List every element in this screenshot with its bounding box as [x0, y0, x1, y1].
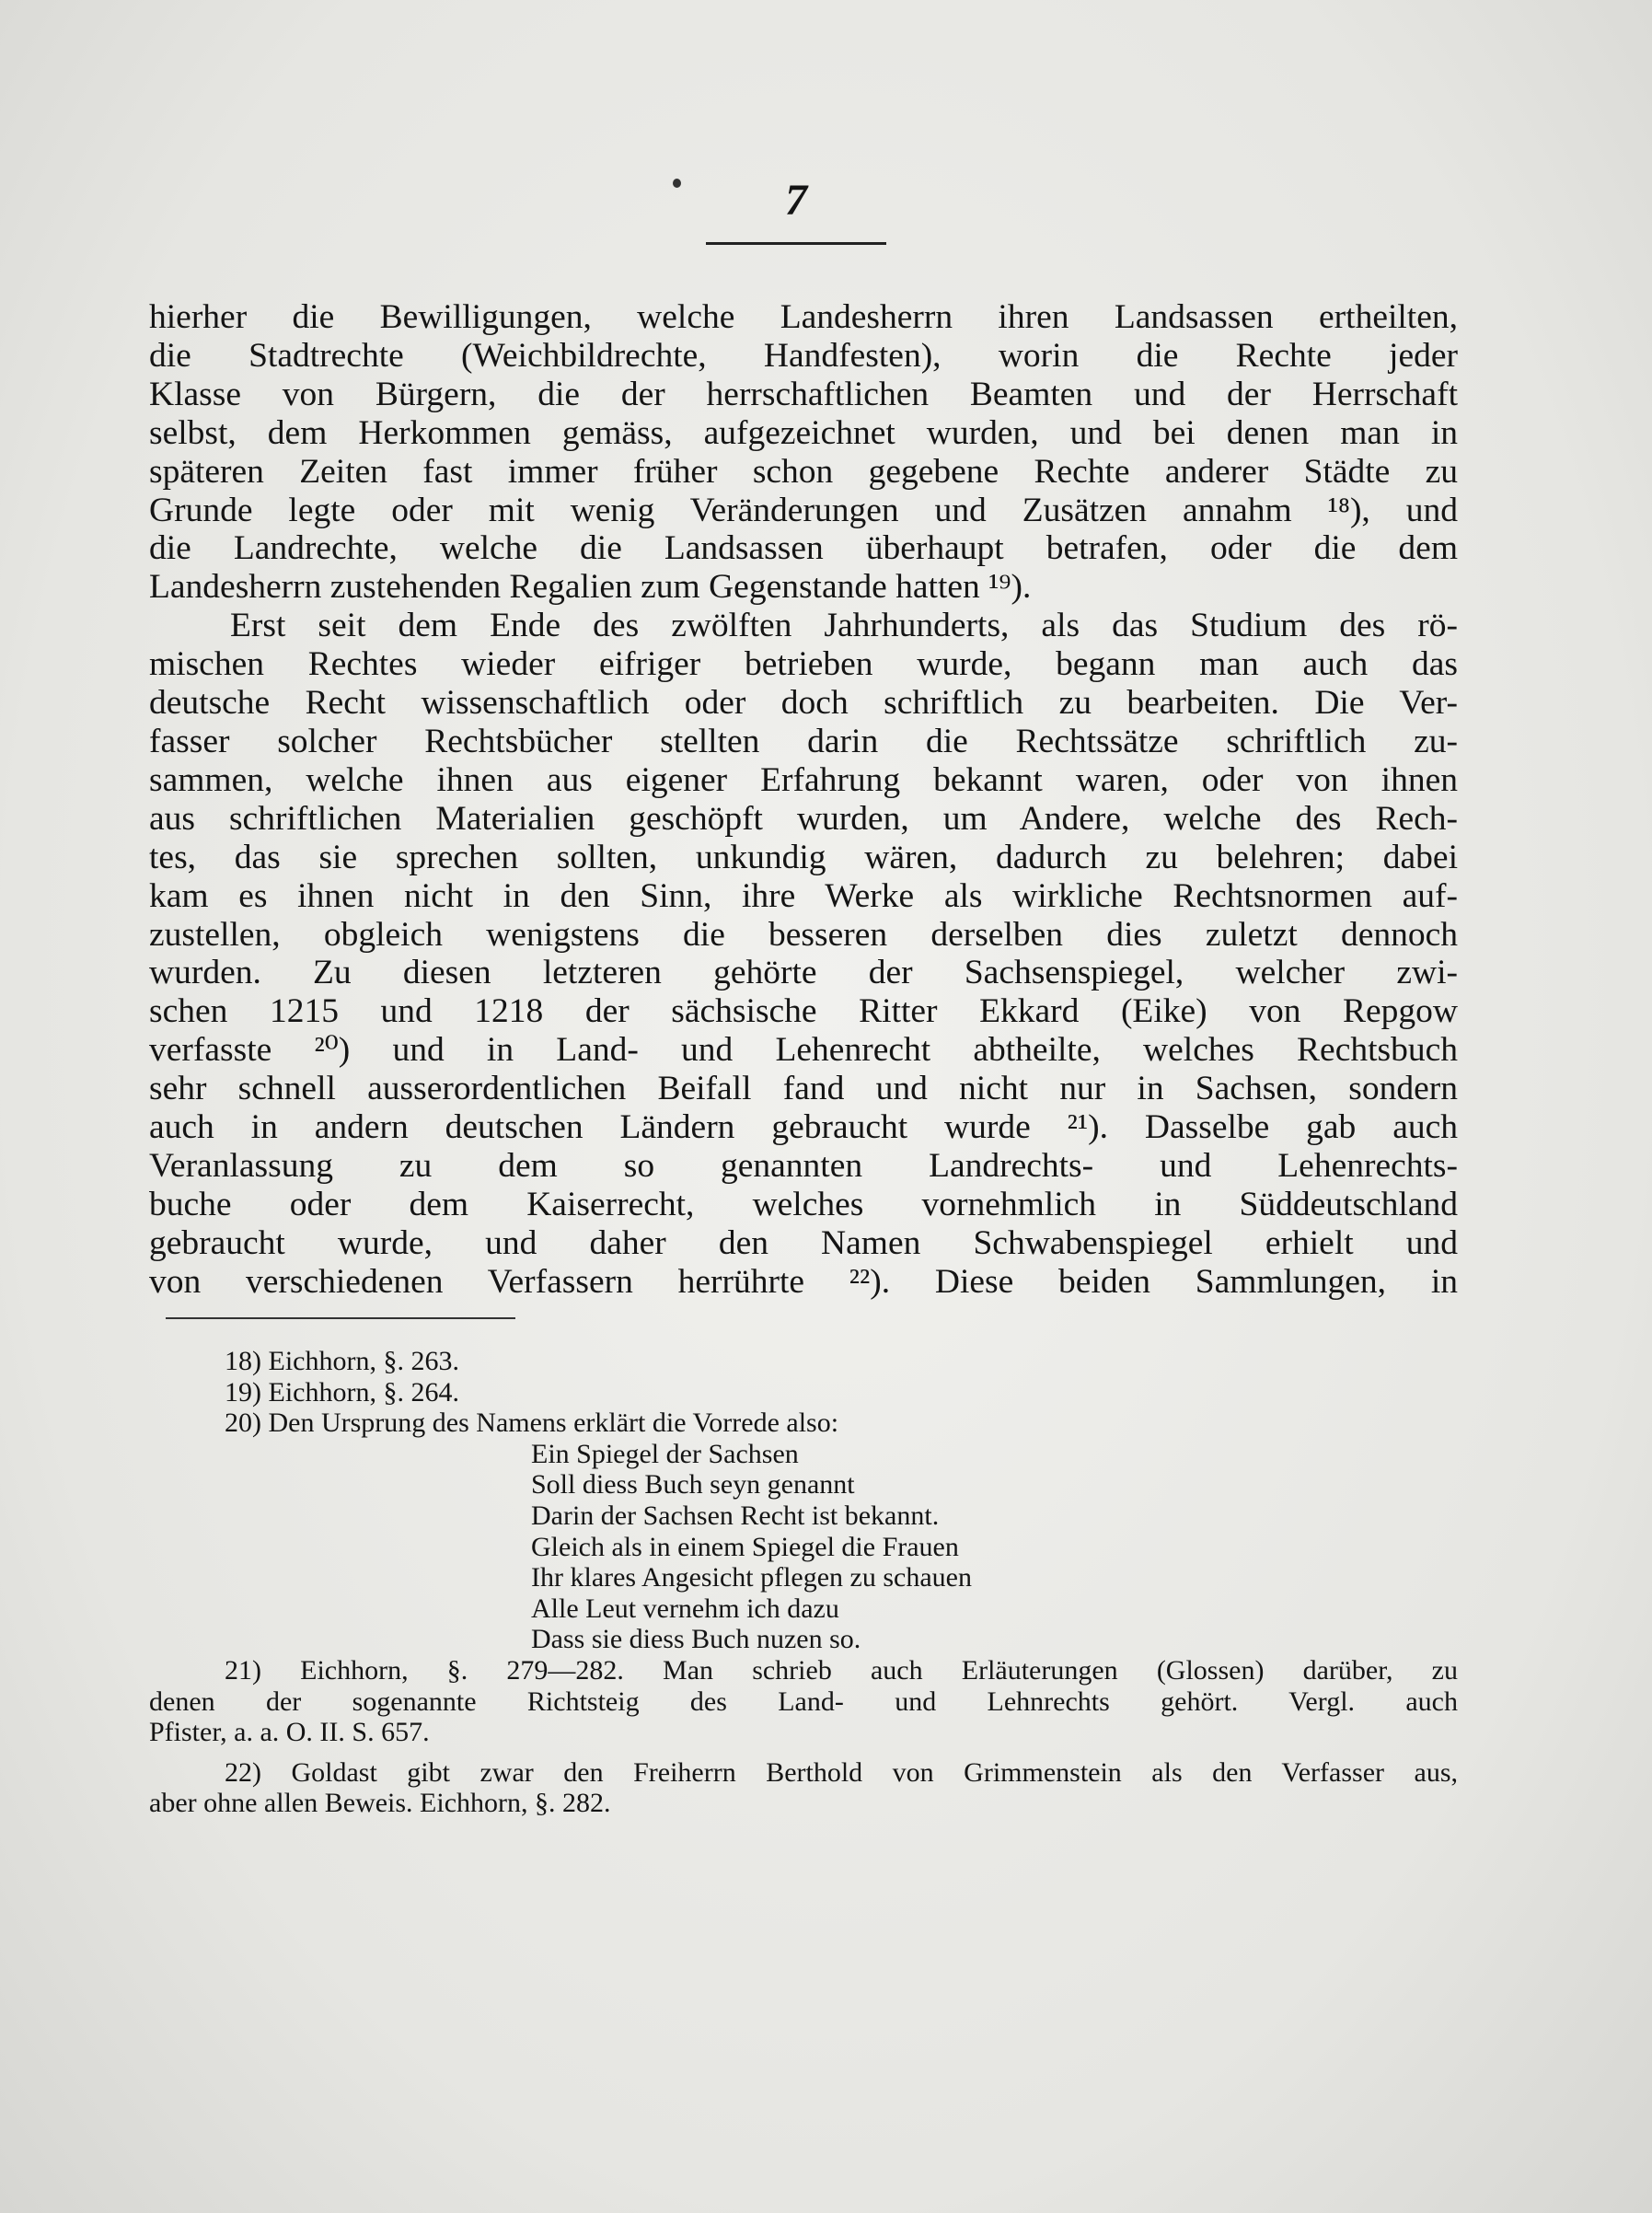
- body-line: die Landrechte, welche die Landsassen überhaupt betrafen, oder die dem: [149, 529, 1458, 568]
- body-line: gebraucht wurde, und daher den Namen Schwabenspiegel erhielt und: [149, 1223, 1458, 1262]
- body-line: tes, das sie sprechen sollten, unkundig wären, dadurch zu belehren; dabei: [149, 838, 1458, 876]
- body-line: zustellen, obgleich wenigstens die besseren derselben dies zuletzt dennoch: [149, 915, 1458, 954]
- body-line: schen 1215 und 1218 der sächsische Ritter Ekkard (Eike) von Repgow: [149, 992, 1458, 1031]
- footnote-rule: [166, 1317, 515, 1319]
- body-line: deutsche Recht wissenschaftlich oder doch schriftlich zu bearbeiten. Die Ver-: [149, 684, 1458, 723]
- footnote-19: 19) Eichhorn, §. 264.: [225, 1376, 459, 1408]
- verse-line: Soll diess Buch seyn genannt: [531, 1469, 855, 1500]
- verse-line: Dass sie diess Buch nuzen so.: [531, 1624, 861, 1655]
- body-line: Grunde legte oder mit wenig Veränderungen und Zusätzen annahm ¹⁸), und: [149, 491, 1458, 529]
- body-line: verfasste ²⁰) und in Land- und Lehenrecht abtheilte, welches Rechtsbuch: [149, 1031, 1458, 1070]
- body-line: wurden. Zu diesen letzteren gehörte der Sachsenspiegel, welcher zwi-: [149, 954, 1458, 992]
- footnote-21: 21) Eichhorn, §. 279—282. Man schrieb auch Erläuterungen (Glossen) darüber, zu: [225, 1654, 1458, 1686]
- verse-line: Alle Leut vernehm ich dazu: [531, 1593, 839, 1624]
- body-line: aus schriftlichen Materialien geschöpft wurden, um Andere, welche des Rech-: [149, 799, 1458, 838]
- header-rule: [706, 242, 886, 245]
- body-line: sammen, welche ihnen aus eigener Erfahrung bekannt waren, oder von ihnen: [149, 760, 1458, 799]
- verse-line: Ein Spiegel der Sachsen: [531, 1438, 799, 1469]
- body-line: Klasse von Bürgern, die der herrschaftlichen Beamten und der Herrschaft: [149, 375, 1458, 413]
- footnote-21-line: denen der sogenannte Richtsteig des Land- und Lehnrechts gehört. Vergl. auch: [149, 1686, 1458, 1717]
- body-line: kam es ihnen nicht in den Sinn, ihre Werke als wirkliche Rechtsnormen auf-: [149, 876, 1458, 915]
- page-number: 7: [785, 176, 807, 225]
- body-line: Veranlassung zu dem so genannten Landrechts- und Lehenrechts-: [149, 1146, 1458, 1185]
- verse-line: Darin der Sachsen Recht ist bekannt.: [531, 1500, 940, 1531]
- footnote-20: 20) Den Ursprung des Namens erklärt die Vorrede also:: [225, 1408, 839, 1439]
- footnote-22: 22) Goldast gibt zwar den Freiherrn Berthold von Grimmenstein als den Verfasser aus,: [225, 1756, 1458, 1788]
- body-line: Landesherrn zustehenden Regalien zum Gegenstande hatten ¹⁹).: [149, 568, 1032, 607]
- footnote-21-line: Pfister, a. a. O. II. S. 657.: [149, 1717, 430, 1748]
- body-line: die Stadtrechte (Weichbildrechte, Handfesten), worin die Rechte jeder: [149, 336, 1458, 375]
- footnote-22-line: aber ohne allen Beweis. Eichhorn, §. 282.: [149, 1788, 611, 1819]
- body-text: [149, 298, 1458, 1302]
- verse-line: Ihr klares Angesicht pflegen zu schauen: [531, 1562, 972, 1593]
- body-line: Erst seit dem Ende des zwölften Jahrhunderts, als das Studium des rö-: [230, 607, 1458, 645]
- body-line: späteren Zeiten fast immer früher schon gegebene Rechte anderer Städte zu: [149, 452, 1458, 491]
- body-line: selbst, dem Herkommen gemäss, aufgezeichnet wurden, und bei denen man in: [149, 413, 1458, 452]
- body-line: fasser solcher Rechtsbücher stellten darin die Rechtssätze schriftlich zu-: [149, 722, 1458, 760]
- body-line: sehr schnell ausserordentlichen Beifall fand und nicht nur in Sachsen, sondern: [149, 1070, 1458, 1108]
- ink-speck: [673, 179, 681, 188]
- body-line: hierher die Bewilligungen, welche Landesherrn ihren Landsassen ertheilten,: [149, 298, 1458, 336]
- body-line: buche oder dem Kaiserrecht, welches vornehmlich in Süddeutschland: [149, 1185, 1458, 1223]
- body-line: auch in andern deutschen Ländern gebraucht wurde ²¹). Dasselbe gab auch: [149, 1108, 1458, 1147]
- verse-line: Gleich als in einem Spiegel die Frauen: [531, 1531, 959, 1562]
- body-line: mischen Rechtes wieder eifriger betrieben wurde, begann man auch das: [149, 645, 1458, 684]
- body-line: von verschiedenen Verfassern herrührte ²²). Diese beiden Sammlungen, in: [149, 1262, 1458, 1301]
- footnote-18: 18) Eichhorn, §. 263.: [225, 1346, 459, 1376]
- footnotes: [149, 1346, 1458, 1819]
